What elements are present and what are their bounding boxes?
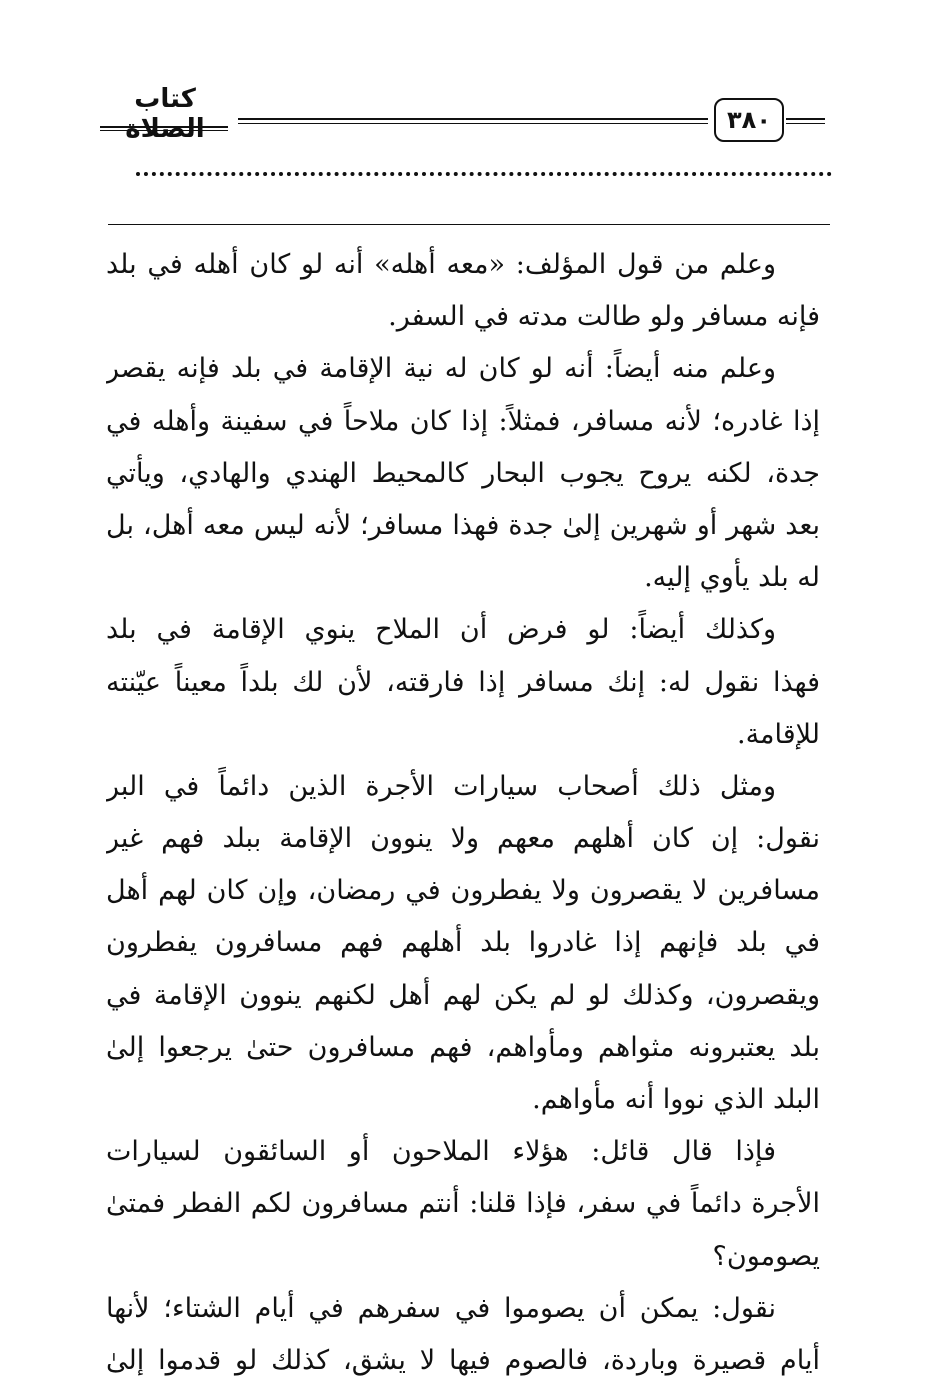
header-rule-right-thin [786, 123, 825, 124]
paragraph [106, 604, 820, 761]
page-number-text: ٣٨٠ [727, 106, 771, 134]
page-body [106, 239, 820, 1387]
text-line: له بلد يأوي إليه. [644, 562, 820, 594]
header-rule-right [786, 118, 825, 120]
title-underline [100, 126, 228, 128]
text-line: البلد الذي نووا أنه مأواهم. [532, 1084, 820, 1115]
header-rule-left [238, 118, 708, 120]
text-line: الأجرة دائماً في سفر، فإذا قلنا: أنتم مسافرون لكم الفطر فمتىٰ [106, 1188, 820, 1220]
footnote-dotted-line [136, 172, 832, 176]
paragraph [106, 1126, 820, 1283]
text-line: مسافرين لا يقصرون ولا يفطرون في رمضان، وإن كان لهم أهل [106, 875, 820, 907]
paragraph [106, 239, 820, 343]
text-line: نقول: إن كان أهلهم معهم ولا ينوون الإقامة ببلد فهم غير [106, 823, 820, 855]
text-line: وكذلك أيضاً: لو فرض أن الملاح ينوي الإقامة في بلد [106, 614, 776, 646]
book-title: كتاب الصلاة [125, 84, 205, 144]
page-number [714, 98, 784, 142]
text-line: ومثل ذلك أصحاب سيارات الأجرة الذين دائماً في البر [106, 770, 776, 802]
text-line: فإذا قال قائل: هؤلاء الملاحون أو السائقون لسيارات [106, 1136, 776, 1168]
header-separator [108, 224, 830, 225]
text-line: فهذا نقول له: إنك مسافر إذا فارقته، لأن لك بلداً معيناً عيّنته [106, 666, 820, 698]
text-line: ويقصرون، وكذلك لو لم يكن لهم أهل لكنهم ينوون الإقامة في [106, 979, 820, 1011]
text-line: جدة، لكنه يروح يجوب البحار كالمحيط الهندي والهادي، ويأتي [106, 457, 820, 489]
header-rule-left-thin [238, 123, 708, 124]
paragraph [106, 343, 820, 604]
text-line: في بلد فإنهم إذا غادروا بلد أهلهم فهم مسافرون يفطرون [106, 927, 820, 959]
text-line: بعد شهر أو شهرين إلىٰ جدة فهذا مسافر؛ لأنه ليس معه أهل، بل [106, 509, 820, 541]
paragraph [106, 1283, 820, 1387]
text-line: بلد يعتبرونه مثواهم ومأواهم، فهم مسافرون حتىٰ يرجعوا إلىٰ [106, 1031, 820, 1063]
text-line: فإنه مسافر ولو طالت مدته في السفر. [388, 301, 820, 333]
page-header [100, 78, 825, 158]
text-line: يصومون؟ [712, 1240, 820, 1272]
text-line: أيام قصيرة وباردة، فالصوم فيها لا يشق، كذلك لو قدموا إلىٰ [106, 1344, 820, 1376]
text-line: وعلم منه أيضاً: أنه لو كان له نية الإقامة في بلد فإنه يقصر [106, 353, 776, 385]
title-underline-thin [100, 130, 228, 131]
text-line: وعلم من قول المؤلف: «معه أهله» أنه لو كان أهله في بلد [106, 249, 776, 280]
paragraph [106, 761, 820, 1126]
text-line: إذا غادره؛ لأنه مسافر، فمثلاً: إذا كان ملاحاً في سفينة وأهله في [106, 405, 820, 437]
text-line: نقول: يمكن أن يصوموا في سفرهم في أيام الشتاء؛ لأنها [106, 1292, 776, 1324]
text-line: للإقامة. [737, 718, 820, 750]
